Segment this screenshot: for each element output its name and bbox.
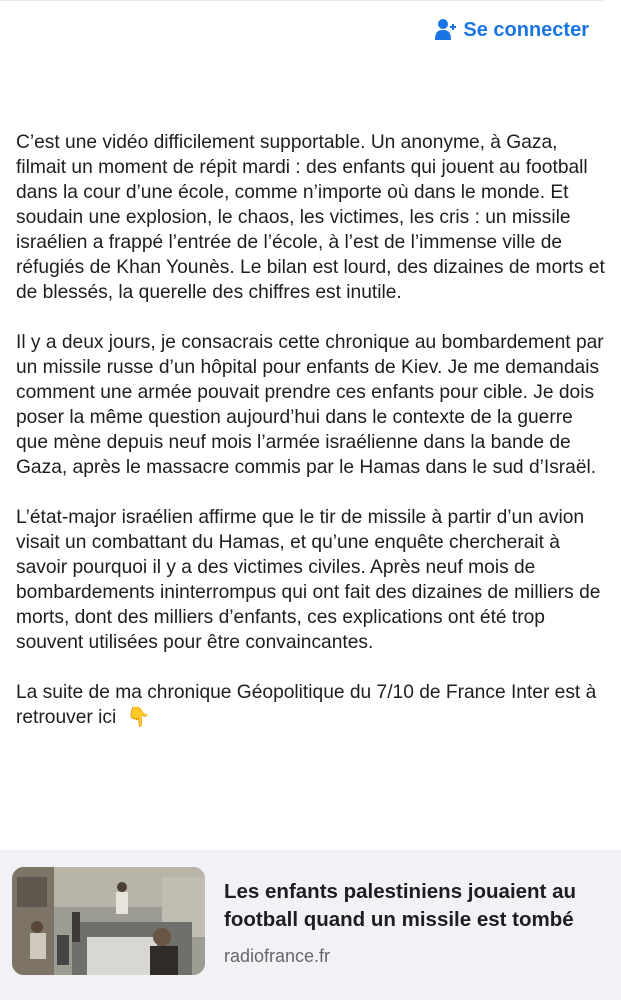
connect-label[interactable]: Se connecter bbox=[463, 18, 589, 41]
connect-button[interactable] bbox=[435, 18, 589, 42]
post-paragraph: Il y a deux jours, je consacrais cette chronique au bombardement par un missile russe d’un hôpital pour enfants de Kiev. Je me demandais comment une armée pouvait prendre ces enfants pour cible. Je dois poser la même question aujourd’hui dans le contexte de la guerre que mène depuis neuf mois l’armée israélienne dans la bande de Gaza, après le massacre commis par le Hamas dans le sud d’Israël. bbox=[16, 332, 604, 478]
post-paragraph: L’état-major israélien affirme que le tir de missile à partir d’un avion visait un combattant du Hamas, et qu’une enquête chercherait à savoir pourquoi il y a des victimes civiles. Après neuf mois de bombardements ininterrompus qui ont fait des dizaines de milliers de morts, dont des milliers d’enfants, ces explications ont été trop souvent utilisées pour être convaincantes. bbox=[16, 507, 601, 653]
post-paragraph-text: La suite de ma chronique Géopolitique du 7/10 de France Inter est à retrouver ici bbox=[16, 682, 597, 728]
link-preview-domain: radiofrance.fr bbox=[224, 946, 331, 966]
add-person-icon bbox=[435, 18, 457, 42]
news-photo-thumbnail[interactable] bbox=[12, 867, 205, 975]
link-preview-title[interactable]: Les enfants palestiniens jouaient au football quand un missile est tombé bbox=[224, 880, 577, 931]
link-preview-card[interactable] bbox=[0, 850, 621, 1000]
top-divider bbox=[0, 0, 603, 1]
post-paragraph-last bbox=[16, 680, 606, 730]
post-text bbox=[16, 130, 606, 730]
pointing-down-icon: 👇 bbox=[126, 707, 151, 728]
post-paragraph: C’est une vidéo difficilement supportable. Un anonyme, à Gaza, filmait un moment de répit mardi : des enfants qui jouent au football dans la cour d’une école, comme n’importe où dans le monde. Et soudain une explosion, le chaos, les victimes, les cris : un missile israélien a frappé l’entrée de l’école, à l’est de l’immense ville de réfugiés de Khan Younès. Le bilan est lourd, des dizaines de morts et de blessés, la querelle des chiffres est inutile. bbox=[16, 132, 605, 303]
